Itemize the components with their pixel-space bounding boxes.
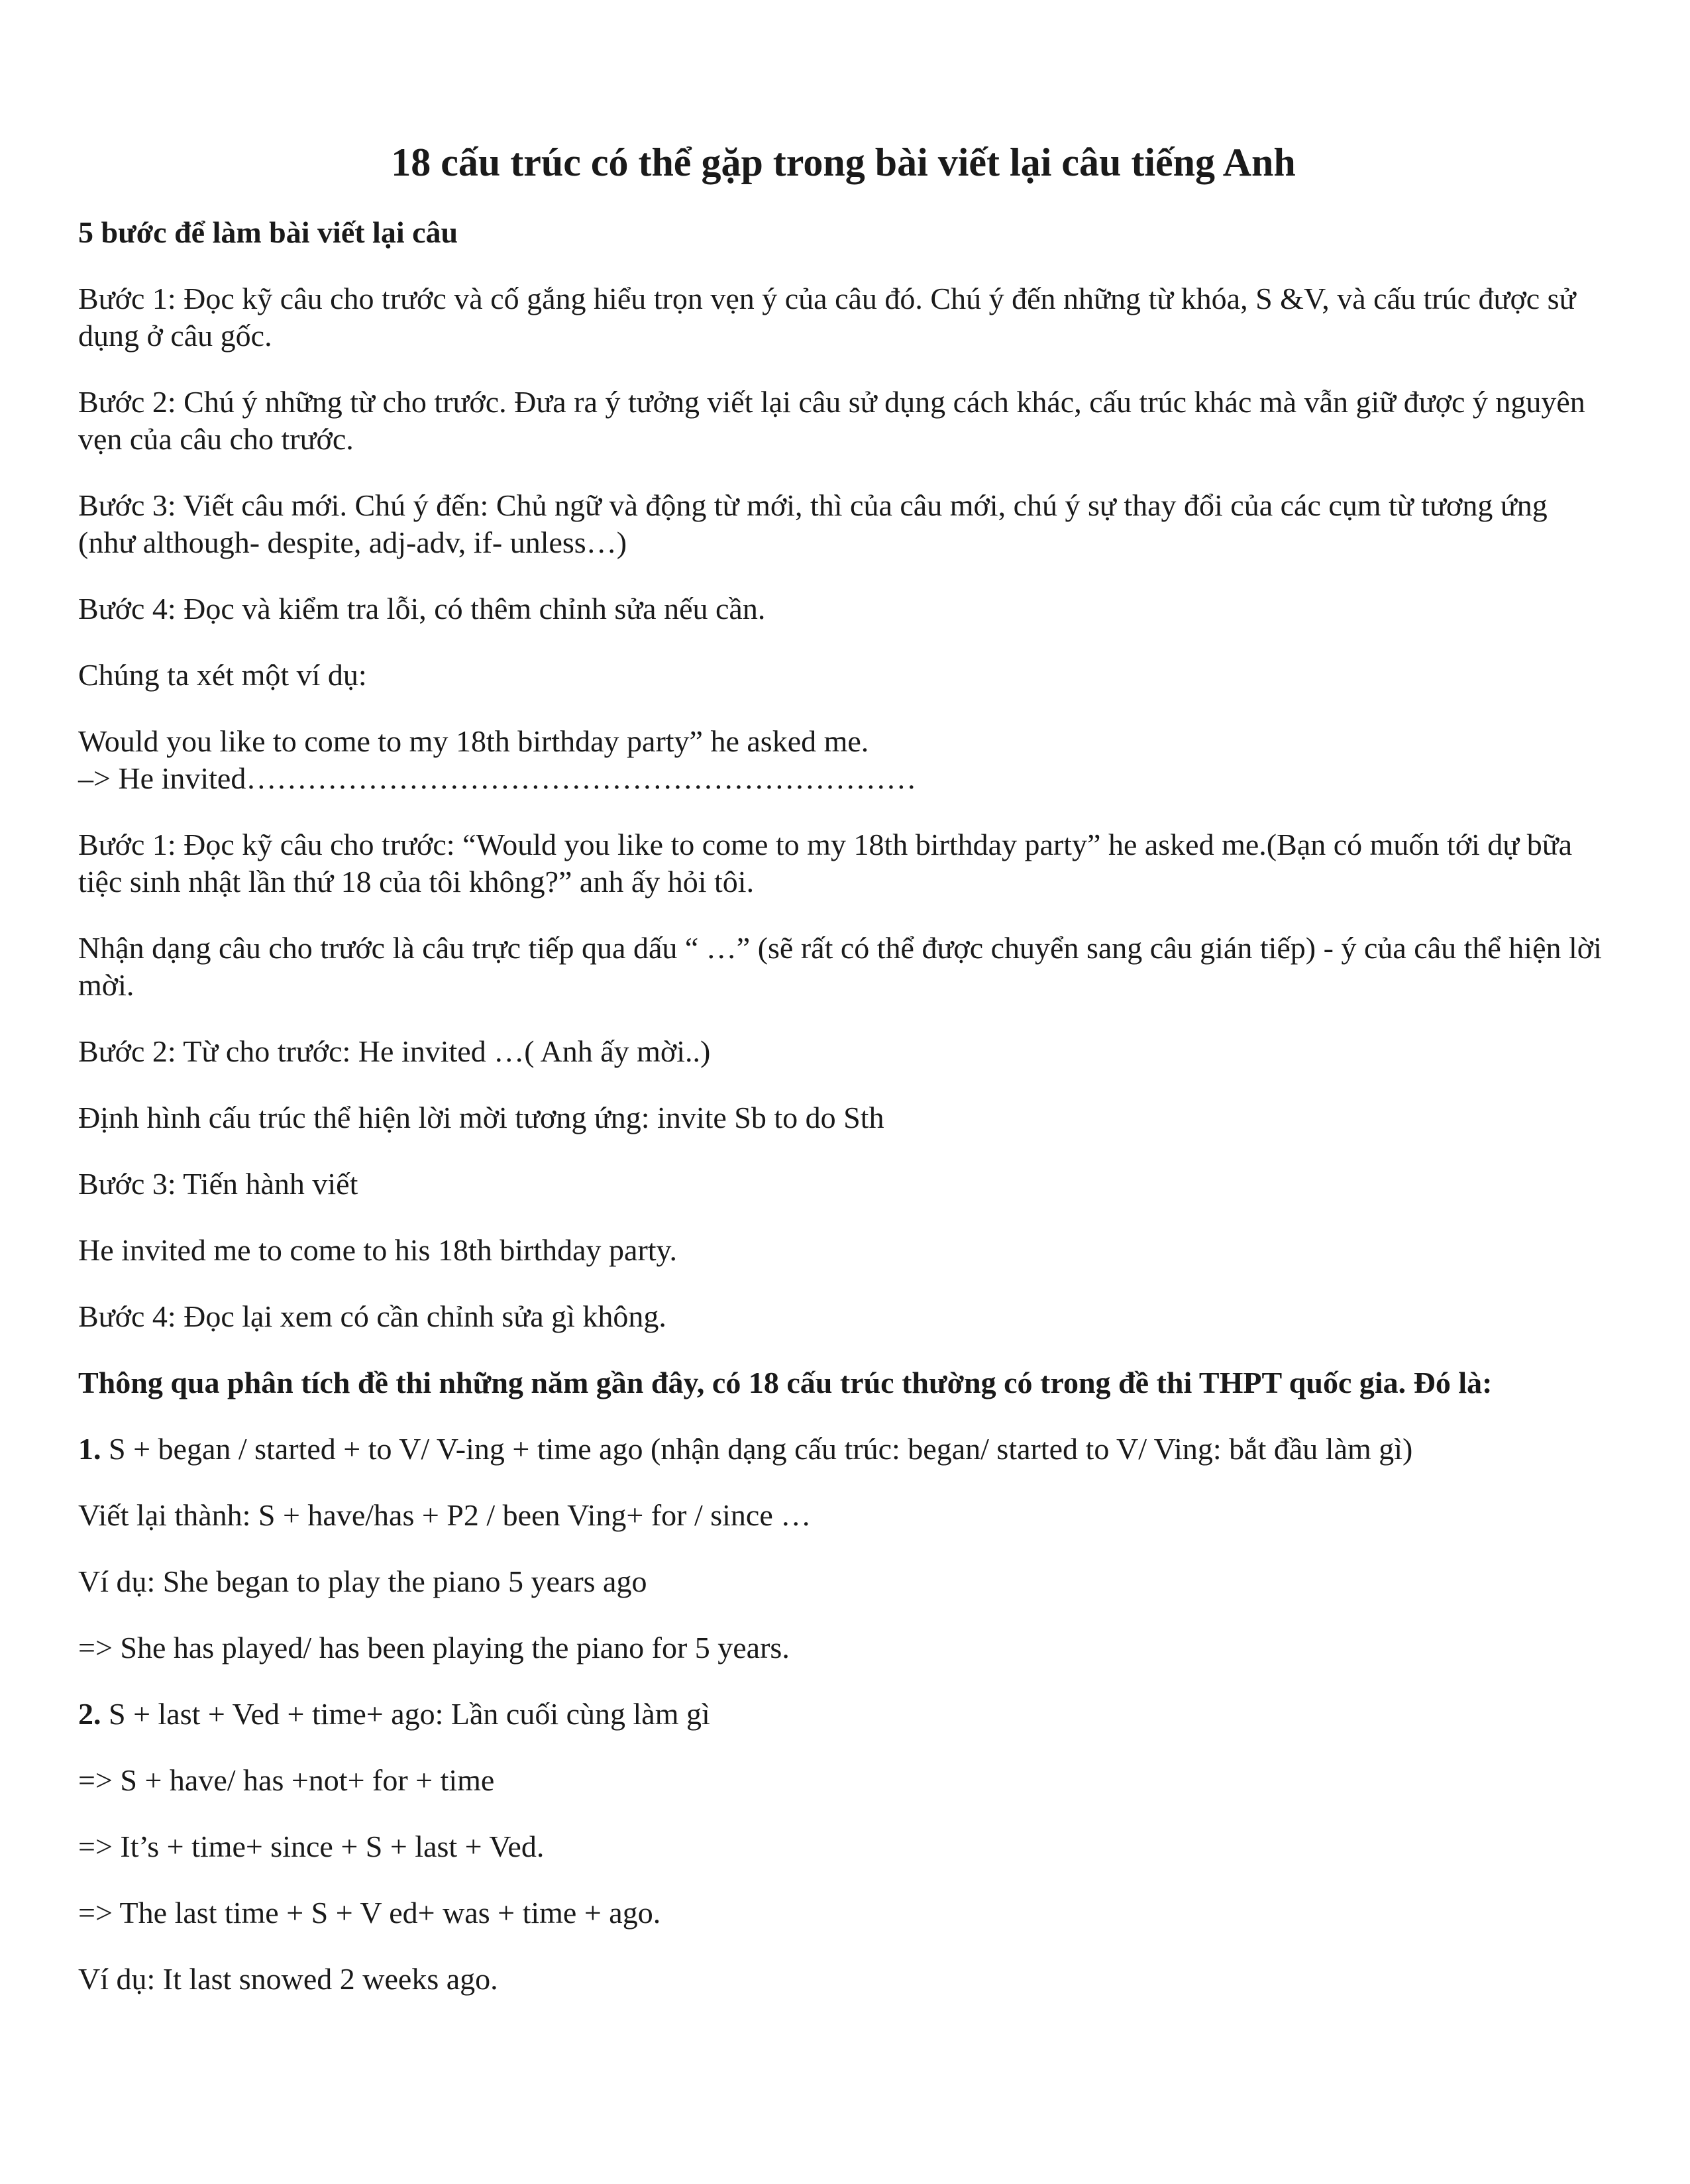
section-heading: 5 bước để làm bài viết lại câu — [78, 215, 458, 249]
example-define: Định hình cấu trúc thể hiện lời mời tương ứng: invite Sb to do Sth — [78, 1101, 884, 1134]
example-step-4: Bước 4: Đọc lại xem có cần chỉnh sửa gì không. — [78, 1299, 666, 1333]
step-4: Bước 4: Đọc và kiểm tra lỗi, có thêm chỉnh sửa nếu cần. — [78, 592, 766, 626]
structure-2-number: 2. — [78, 1697, 101, 1731]
document-page — [78, 136, 1609, 2027]
structure-1-rewrite: Viết lại thành: S + have/has + P2 / been Ving+ for / since … — [78, 1498, 812, 1532]
structure-2-text: S + last + Ved + time+ ago: Lần cuối cùng làm gì — [101, 1697, 710, 1731]
page-title: 18 cấu trúc có thể gặp trong bài viết lại câu tiếng Anh — [391, 140, 1296, 184]
example-step-2: Bước 2: Từ cho trước: He invited …( Anh ấy mời..) — [78, 1034, 711, 1068]
example-identify: Nhận dạng câu cho trước là câu trực tiếp qua dấu “ …” (sẽ rất có thể được chuyển sang câu gián tiếp) - ý của câu thể hiện lời mời. — [78, 931, 1602, 1002]
structure-2-rewrite-1: => S + have/ has +not+ for + time — [78, 1763, 495, 1797]
step-2: Bước 2: Chú ý những từ cho trước. Đưa ra ý tưởng viết lại câu sử dụng cách khác, cấu trúc khác mà vẫn giữ được ý nguyên vẹn của câu cho trước. — [78, 385, 1585, 456]
example-step-3: Bước 3: Tiến hành viết — [78, 1167, 358, 1201]
summary-paragraph: Thông qua phân tích đề thi những năm gần đây, có 18 cấu trúc thường có trong đề thi THPT quốc gia. Đó là: — [78, 1366, 1493, 1399]
step-3: Bước 3: Viết câu mới. Chú ý đến: Chủ ngữ và động từ mới, thì của câu mới, chú ý sự thay đổi của các cụm từ tương ứng (như although- despite, adj-adv, if- unless…) — [78, 488, 1548, 559]
structure-2-rewrite-3: => The last time + S + V ed+ was + time + ago. — [78, 1896, 661, 1930]
structure-1-example: Ví dụ: She began to play the piano 5 years ago — [78, 1564, 647, 1598]
example-sentence-block — [78, 723, 1609, 797]
example-prompt: –> He invited………………………………………………………… — [78, 761, 917, 795]
structure-1-text: S + began / started + to V/ V-ing + time ago (nhận dạng cấu trúc: began/ started to V/ Ving: bắt đầu làm gì) — [101, 1432, 1413, 1466]
structure-1-number: 1. — [78, 1432, 101, 1466]
structure-1-result: => She has played/ has been playing the piano for 5 years. — [78, 1631, 790, 1665]
structure-2-example: Ví dụ: It last snowed 2 weeks ago. — [78, 1962, 498, 1996]
structure-2-rewrite-2: => It’s + time+ since + S + last + Ved. — [78, 1829, 545, 1863]
structure-1 — [78, 1431, 1609, 1468]
example-answer: He invited me to come to his 18th birthday party. — [78, 1233, 678, 1267]
step-1: Bước 1: Đọc kỹ câu cho trước và cố gắng hiểu trọn vẹn ý của câu đó. Chú ý đến những từ khóa, S &V, và cấu trúc được sử dụng ở câu gốc. — [78, 282, 1576, 353]
structure-2 — [78, 1696, 1609, 1733]
example-sentence: Would you like to come to my 18th birthday party” he asked me. — [78, 724, 869, 758]
example-step-1: Bước 1: Đọc kỹ câu cho trước: “Would you like to come to my 18th birthday party” he asked me.(Bạn có muốn tới dự bữa tiệc sinh nhật lần thứ 18 của tôi không?” anh ấy hỏi tôi. — [78, 828, 1573, 899]
example-intro: Chúng ta xét một ví dụ: — [78, 658, 367, 692]
